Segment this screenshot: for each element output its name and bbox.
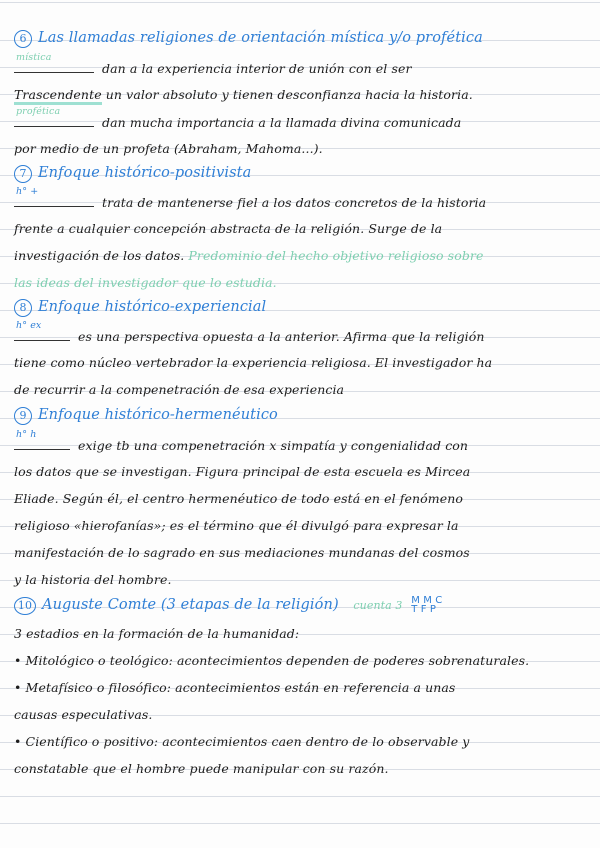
section-10-heading: 10 Auguste Comte (3 etapas de la religión) cuenta 3 M M C T F P bbox=[14, 596, 590, 615]
section-9-line-3: Eliade. Según él, el centro hermenéutico de todo está en el fenómeno bbox=[14, 491, 464, 506]
section-9-line-5: manifestación de lo sagrado en sus mediaciones mundanas del cosmos bbox=[14, 545, 470, 560]
section-8-line-1: h° ex es una perspectiva opuesta a la anterior. Afirma que la religión bbox=[16, 320, 485, 344]
bullet-2-continued: causas especulativas. bbox=[14, 707, 153, 722]
section-9-line-6: y la historia del hombre. bbox=[14, 572, 172, 587]
section-6-line-2: Trascendente un valor absoluto y tienen desconfianza hacia la historia. bbox=[14, 87, 590, 102]
term-tag: h° h bbox=[14, 437, 70, 450]
section-7-line-2: frente a cualquier concepción abstracta de la religión. Surge de la bbox=[14, 221, 443, 236]
section-7-line-1: h° + trata de mantenerse fiel a los datos concretos de la historia bbox=[16, 186, 487, 210]
term-tag: h° ex bbox=[14, 328, 70, 341]
side-mnemonic: M M C T F P bbox=[411, 595, 443, 615]
bullet-1: • Mitológico o teológico: acontecimientos dependen de poderes sobrenaturales. bbox=[14, 653, 530, 668]
section-7-line-4: las ideas del investigador que lo estudia. bbox=[14, 275, 277, 290]
bullet-3: • Científico o positivo: acontecimientos caen dentro de lo observable y bbox=[14, 734, 470, 749]
section-number: 6 bbox=[14, 30, 32, 48]
section-6-line-4: por medio de un profeta (Abraham, Mahoma...). bbox=[14, 141, 323, 156]
bullet-2: • Metafísico o filosófico: acontecimientos están en referencia a unas bbox=[14, 680, 456, 695]
section-7-heading: 7 Enfoque histórico-positivista bbox=[14, 165, 590, 183]
section-8-heading: 8 Enfoque histórico-experiencial bbox=[14, 299, 590, 317]
section-6-line-1: mística dan a la experiencia interior de unión con el ser bbox=[16, 52, 412, 76]
section-9-heading: 9 Enfoque histórico-hermenéutico bbox=[14, 407, 590, 425]
section-10-intro: 3 estadios en la formación de la humanidad: bbox=[14, 626, 300, 641]
section-9-line-4: religioso «hierofanías»; es el término que él divulgó para expresar la bbox=[14, 518, 459, 533]
term-tag: mística bbox=[14, 60, 94, 73]
section-6-heading bbox=[14, 30, 590, 48]
section-7-line-3: investigación de los datos. Predominio del hecho objetivo religioso sobre bbox=[14, 248, 484, 263]
section-9-line-2: los datos que se investigan. Figura principal de esta escuela es Mircea bbox=[14, 464, 471, 479]
section-8-line-2: tiene como núcleo vertebrador la experiencia religiosa. El investigador ha bbox=[14, 355, 493, 370]
side-note: cuenta 3 bbox=[353, 599, 403, 612]
term-tag: profética bbox=[14, 114, 94, 127]
section-8-line-3: de recurrir a la compenetración de esa experiencia bbox=[14, 382, 345, 397]
section-title: Las llamadas religiones de orientación mística y/o profética bbox=[38, 30, 483, 46]
section-9-line-1: h° h exige tb una compenetración x simpatía y congenialidad con bbox=[16, 429, 469, 453]
bullet-3-continued: constatable que el hombre puede manipular con su razón. bbox=[14, 761, 389, 776]
section-6-line-3: profética dan mucha importancia a la llamada divina comunicada bbox=[16, 106, 462, 130]
term-tag: h° + bbox=[14, 194, 94, 207]
